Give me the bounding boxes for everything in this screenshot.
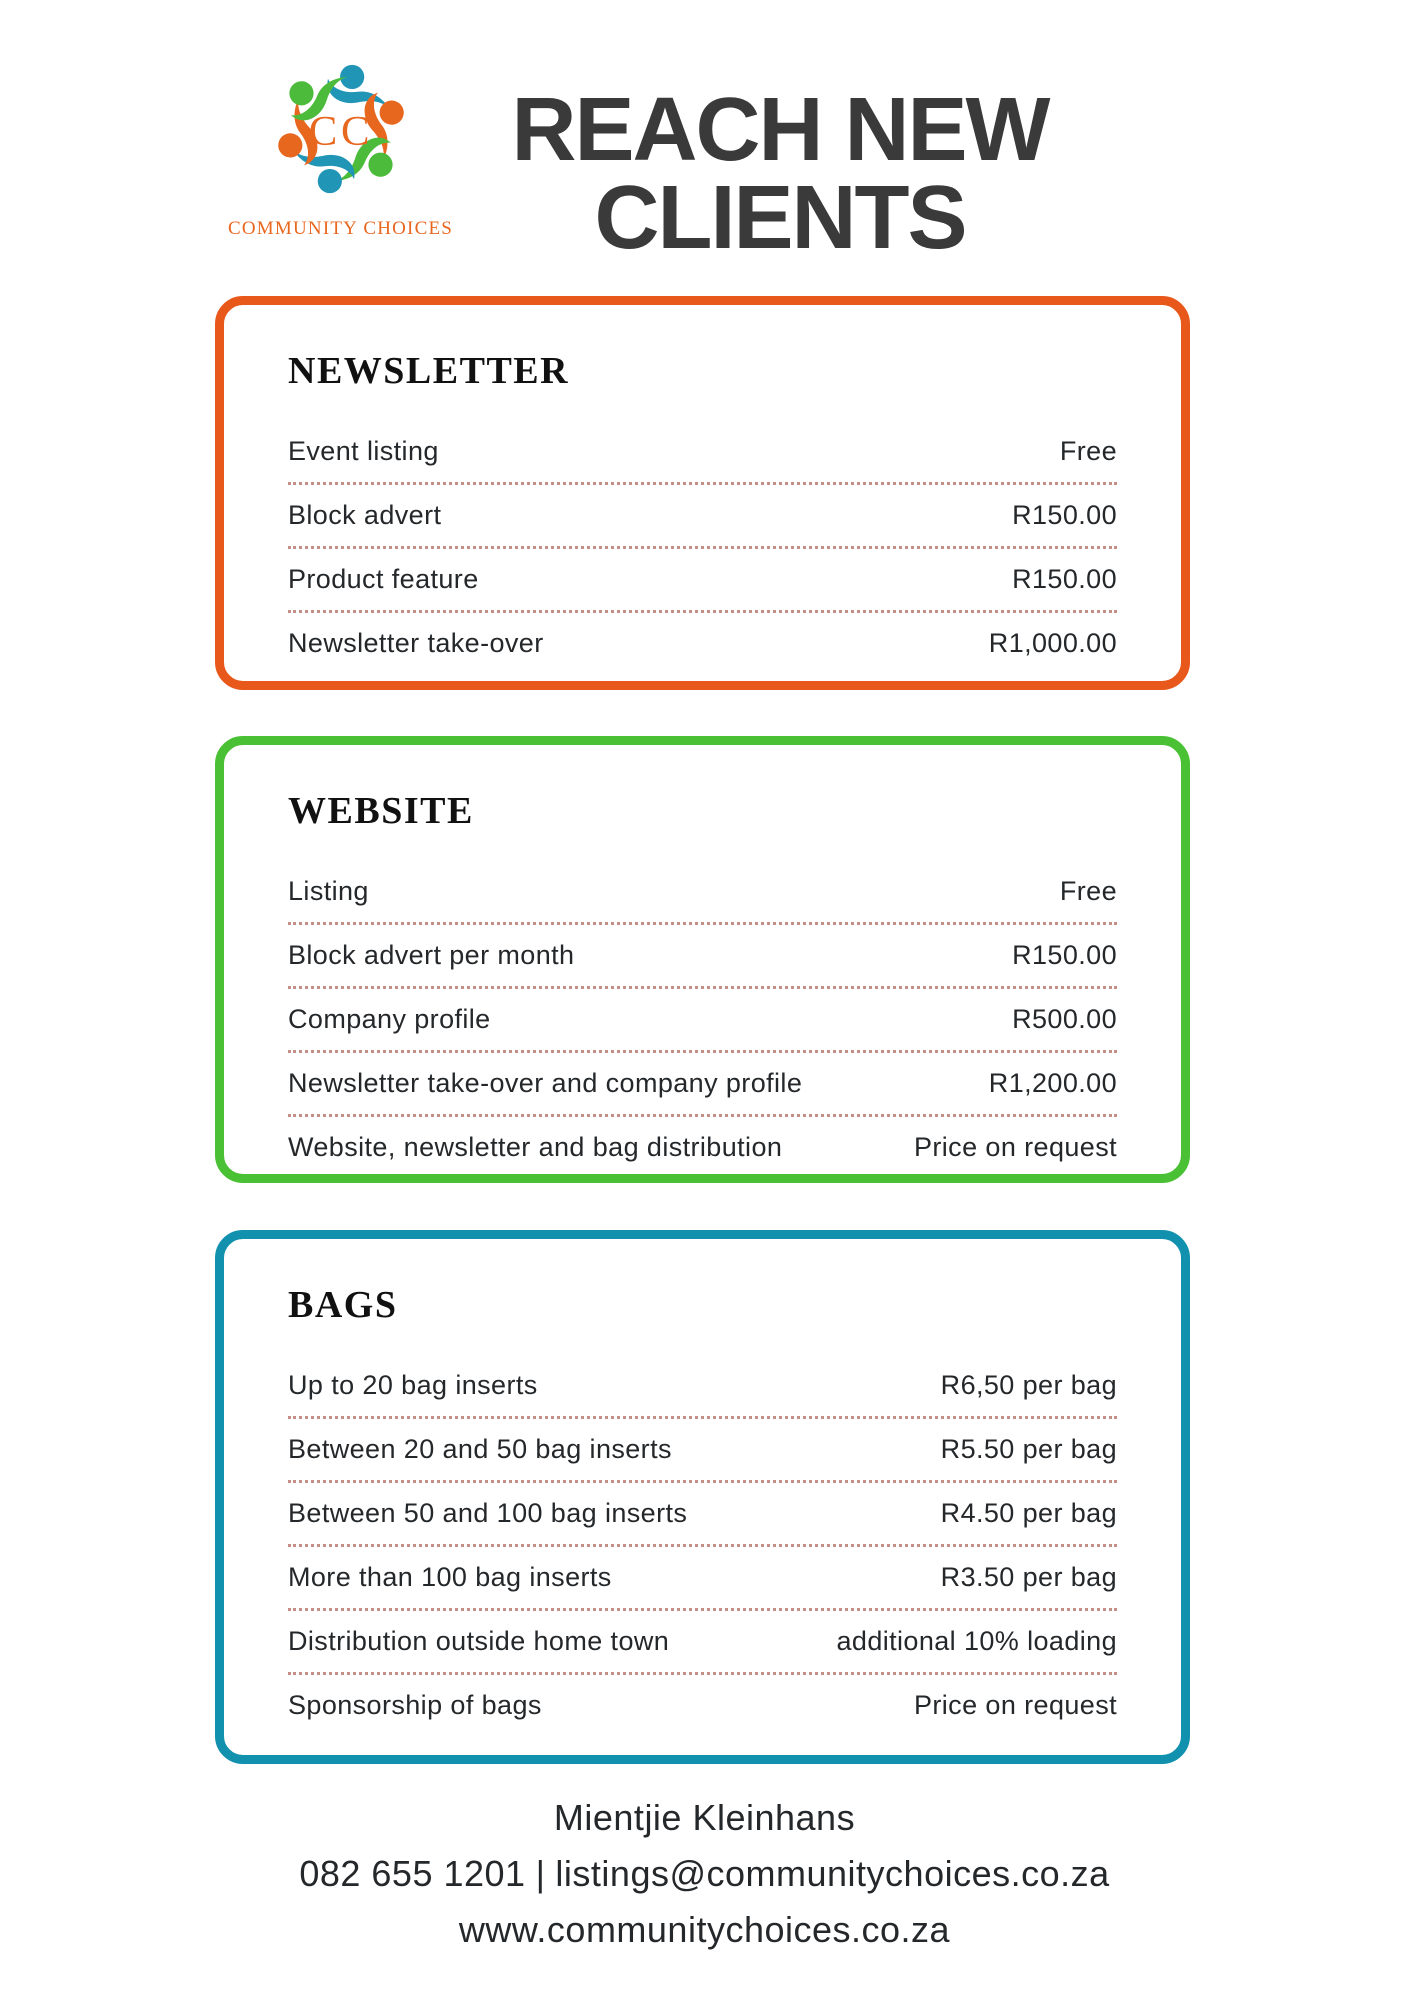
row-label: Sponsorship of bags	[288, 1690, 542, 1720]
row-price: Free	[1059, 876, 1117, 906]
row-price: R150.00	[1012, 940, 1117, 970]
pricing-table	[288, 421, 1117, 674]
row-price: R1,200.00	[988, 1068, 1117, 1098]
contact-email: listings@communitychoices.co.za	[555, 1853, 1110, 1894]
section-title: NEWSLETTER	[288, 350, 570, 392]
row-label: Newsletter take-over	[288, 628, 544, 658]
row-label: Newsletter take-over and company profile	[288, 1068, 803, 1098]
page-title	[420, 80, 1140, 269]
pricing-row	[288, 861, 1117, 925]
community-choices-logo	[243, 36, 439, 222]
pricing-row	[288, 613, 1117, 674]
row-price: R5.50 per bag	[940, 1434, 1117, 1464]
row-label: Block advert	[288, 500, 442, 530]
row-price: R150.00	[1012, 564, 1117, 594]
row-price: R6,50 per bag	[940, 1370, 1117, 1400]
pricing-row	[288, 485, 1117, 549]
title-line-2: CLIENTS	[594, 168, 966, 269]
contact-line	[0, 1846, 1409, 1902]
pricing-row	[288, 1547, 1117, 1611]
row-label: More than 100 bag inserts	[288, 1562, 612, 1592]
row-price: Free	[1059, 436, 1117, 466]
section-title: WEBSITE	[288, 790, 474, 832]
row-price: R150.00	[1012, 500, 1117, 530]
pricing-row	[288, 1355, 1117, 1419]
pricing-row	[288, 1053, 1117, 1117]
pricing-row	[288, 1117, 1117, 1178]
row-price: R1,000.00	[988, 628, 1117, 658]
row-price: R500.00	[1012, 1004, 1117, 1034]
title-line-1: REACH NEW	[511, 80, 1049, 181]
website-url: www.communitychoices.co.za	[458, 1909, 951, 1950]
section-card-website	[215, 736, 1190, 1183]
section-card-newsletter	[215, 296, 1190, 690]
row-label: Between 20 and 50 bag inserts	[288, 1434, 672, 1464]
contact-divider: |	[535, 1853, 546, 1894]
section-title: BAGS	[288, 1284, 398, 1326]
row-label: Product feature	[288, 564, 479, 594]
footer	[0, 1790, 1409, 1958]
pricing-row	[288, 989, 1117, 1053]
row-label: Event listing	[288, 436, 439, 466]
row-price: Price on request	[913, 1690, 1117, 1720]
row-label: Between 50 and 100 bag inserts	[288, 1498, 688, 1528]
row-label: Block advert per month	[288, 940, 575, 970]
row-price: R4.50 per bag	[940, 1498, 1117, 1528]
pricing-table	[288, 861, 1117, 1178]
pricing-row	[288, 1611, 1117, 1675]
contact-phone: 082 655 1201	[299, 1853, 526, 1894]
row-price: additional 10% loading	[836, 1626, 1117, 1656]
row-label: Company profile	[288, 1004, 491, 1034]
pricing-row	[288, 1675, 1117, 1736]
pricing-row	[288, 421, 1117, 485]
row-label: Listing	[288, 876, 369, 906]
pricing-row	[288, 549, 1117, 613]
row-label: Website, newsletter and bag distribution	[288, 1132, 783, 1162]
pricing-row	[288, 1483, 1117, 1547]
pricing-row	[288, 925, 1117, 989]
row-label: Distribution outside home town	[288, 1626, 670, 1656]
row-price: R3.50 per bag	[940, 1562, 1117, 1592]
contact-name: Mientjie Kleinhans	[553, 1797, 856, 1838]
section-card-bags	[215, 1230, 1190, 1764]
pricing-table	[288, 1355, 1117, 1736]
pricing-row	[288, 1419, 1117, 1483]
logo-monogram: CC	[308, 107, 373, 155]
logo-caption: COMMUNITY CHOICES	[228, 218, 454, 239]
row-label: Up to 20 bag inserts	[288, 1370, 538, 1400]
row-price: Price on request	[913, 1132, 1117, 1162]
